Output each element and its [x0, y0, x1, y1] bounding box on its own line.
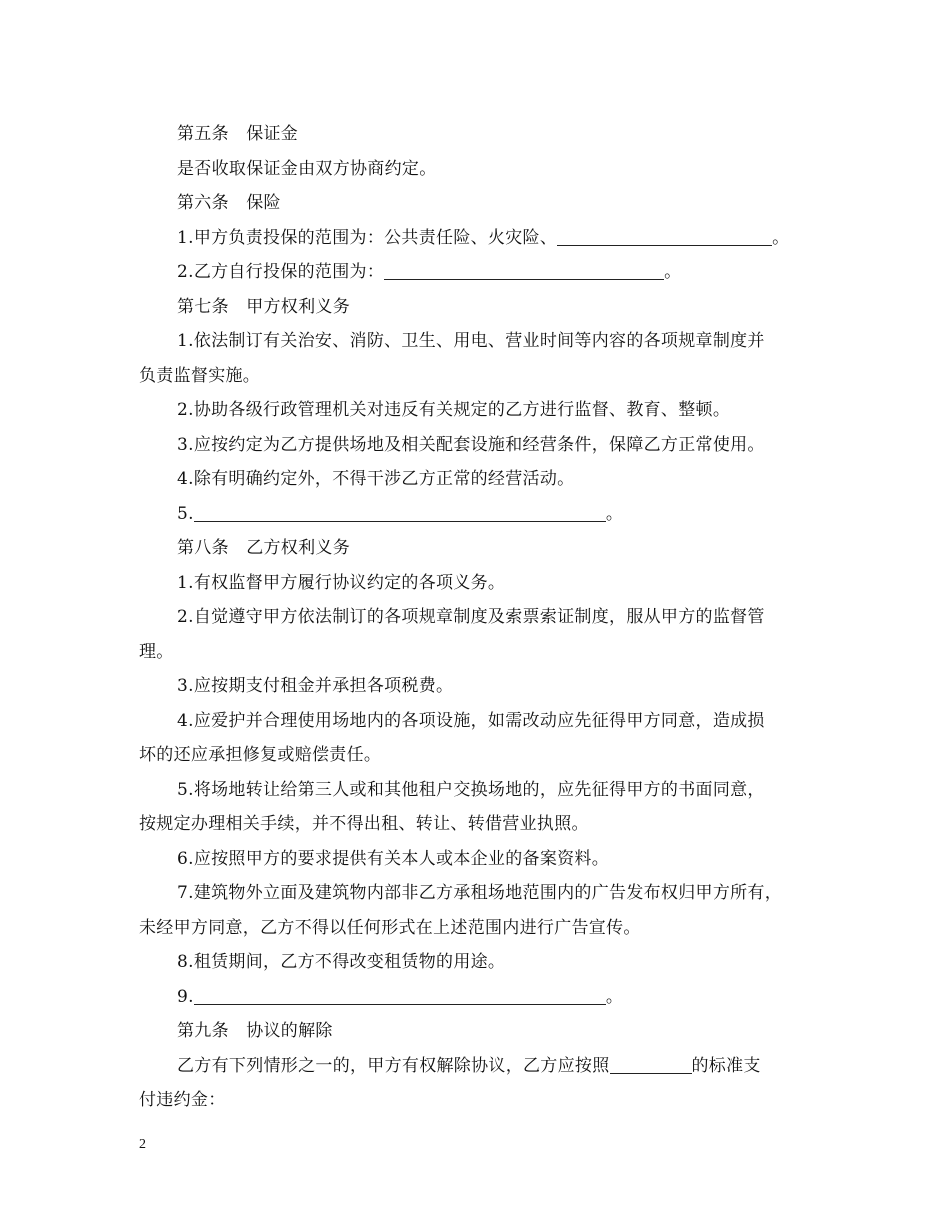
fill-in-blank: [557, 227, 772, 246]
article-8-item-3: 3.应按期支付租金并承担各项税费。: [177, 676, 454, 696]
article-7-title: 第七条 甲方权利义务: [177, 296, 350, 317]
article-7-item-1-line-2: 负责监督实施。: [139, 365, 261, 386]
article-6-item-1: [139, 221, 829, 256]
article-8-item-2-line-1: 2.自觉遵守甲方依法制订的各项规章制度及索票索证制度，服从甲方的监督管: [177, 607, 765, 627]
article-8-item-4-line-2: 坏的还应承担修复或赔偿责任。: [139, 745, 382, 765]
article-8-item-4-line-1: 4.应爱护并合理使用场地内的各项设施，如需改动应先征得甲方同意，造成损: [177, 710, 765, 731]
article-6-item-2-text: 2.乙方自行投保的范围为：: [177, 262, 385, 282]
page-number: 2: [139, 1137, 146, 1152]
article-8-item-2-line-2: 理。: [139, 641, 174, 662]
article-5-text: 是否收取保证金由双方协商约定。: [177, 158, 437, 179]
article-7-item-2: 2.协助各级行政管理机关对违反有关规定的乙方进行监督、教育、整顿。: [177, 400, 731, 420]
fill-in-blank: [384, 261, 664, 280]
fill-in-blank: [610, 1055, 692, 1074]
article-9-text-line-1: [139, 1049, 829, 1084]
period: 。: [605, 503, 624, 524]
article-9-text-line-2: 付违约金：: [139, 1090, 226, 1110]
fill-in-blank: [194, 503, 606, 522]
article-9-title: 第九条 协议的解除: [177, 1021, 333, 1041]
article-7-item-3: 3.应按约定为乙方提供场地及相关配套设施和经营条件，保障乙方正常使用。: [177, 434, 765, 455]
article-8-title: 第八条 乙方权利义务: [177, 538, 350, 558]
article-8-item-6: 6.应按照甲方的要求提供有关本人或本企业的备案资料。: [177, 848, 610, 869]
article-9-text: 乙方有下列情形之一的，甲方有权解除协议，乙方应按照: [177, 1055, 610, 1076]
document-body: [139, 117, 829, 1118]
article-8-item-7-line-2: 未经甲方同意，乙方不得以任何形式在上述范围内进行广告宣传。: [139, 917, 641, 938]
article-5-title: 第五条 保证金: [177, 124, 299, 144]
article-8-item-9: [139, 980, 829, 1015]
article-8-item-5-line-2: 按规定办理相关手续，并不得出租、转让、转借营业执照。: [139, 814, 589, 834]
article-7-item-5: [139, 497, 829, 532]
period: 。: [664, 262, 682, 282]
period: 。: [605, 986, 624, 1007]
period: 。: [772, 227, 790, 248]
article-8-item-8: 8.租赁期间，乙方不得改变租赁物的用途。: [177, 952, 506, 972]
article-8-item-1: 1.有权监督甲方履行协议约定的各项义务。: [177, 572, 506, 593]
article-8-item-7-line-1: 7.建筑物外立面及建筑物内部非乙方承租场地范围内的广告发布权归甲方所有，: [177, 883, 783, 903]
fill-in-blank: [194, 986, 606, 1005]
article-7-item-4: 4.除有明确约定外，不得干涉乙方正常的经营活动。: [177, 469, 575, 489]
article-8-item-5-line-1: 5.将场地转让给第三人或和其他租户交换场地的，应先征得甲方的书面同意，: [177, 779, 765, 800]
article-9-text-suffix: 的标准支: [691, 1055, 761, 1076]
item-number: 5.: [177, 503, 194, 524]
article-7-item-1-line-1: 1.依法制订有关治安、消防、卫生、用电、营业时间等内容的各项规章制度并: [177, 331, 765, 351]
article-6-item-2: [139, 255, 829, 290]
item-number: 9.: [177, 986, 194, 1007]
article-6-title: 第六条 保险: [177, 193, 281, 213]
article-6-item-1-text: 1.甲方负责投保的范围为：公共责任险、火灾险、: [177, 227, 558, 248]
